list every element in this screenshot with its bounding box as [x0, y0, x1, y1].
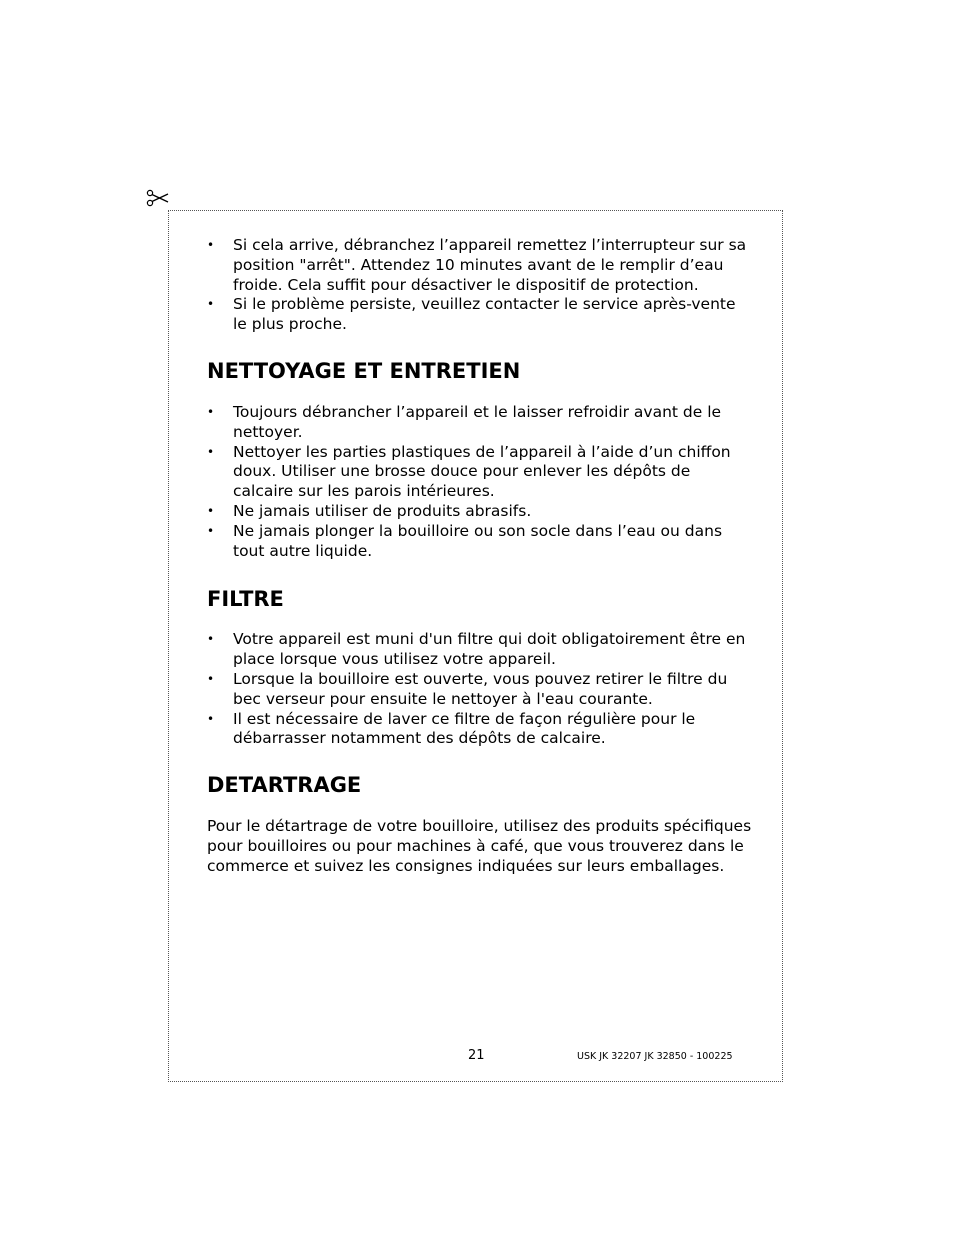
bullet-icon: • [207, 297, 215, 312]
list-item [207, 236, 752, 295]
list-item-text: Nettoyer les parties plastiques de l’appareil à l’aide d’un chiffon doux. Utiliser une brosse douce pour enlever les dépôts de calcaire sur les parois intérieures. [233, 442, 731, 501]
list-item-text: Il est nécessaire de laver ce filtre de façon régulière pour le débarrasser notamment des dépôts de calcaire. [233, 709, 696, 748]
list-item [207, 403, 752, 443]
list-item-text: Si le problème persiste, veuillez contacter le service après-vente le plus proche. [233, 295, 736, 334]
list-item [207, 630, 752, 670]
list-item [207, 502, 752, 522]
bullet-icon: • [207, 671, 215, 686]
page-number: 21 [468, 1048, 485, 1063]
bullet-icon: • [207, 711, 215, 726]
section-title-filtre: FILTRE [207, 587, 284, 612]
bullet-icon: • [207, 523, 215, 538]
list-item-text: Si cela arrive, débranchez l’appareil remettez l’interrupteur sur sa position "arrêt". Attendez 10 minutes avant de le remplir d’eau froide. Cela suffit pour désactiver le dispositif de protection. [233, 236, 747, 294]
section-title-nettoyage: NETTOYAGE ET ENTRETIEN [207, 358, 521, 383]
bullet-icon: • [207, 503, 215, 518]
page-content [207, 236, 752, 876]
list-item [207, 522, 752, 562]
list-item [207, 295, 752, 335]
list-item [207, 710, 752, 750]
list-item-text: Lorsque la bouilloire est ouverte, vous pouvez retirer le filtre du bec verseur pour ensuite le nettoyer à l'eau courante. [233, 669, 728, 708]
bullet-icon: • [207, 404, 215, 419]
bullet-icon: • [207, 632, 215, 647]
detartrage-paragraph: Pour le détartrage de votre bouilloire, utilisez des produits spécifiques pour bouilloires ou pour machines à café, que vous trouverez dans le commerce et suivez les consignes indiquées sur leurs emballages. [207, 817, 752, 876]
intro-bullet-list [207, 236, 752, 335]
nettoyage-bullet-list [207, 403, 752, 561]
bullet-icon: • [207, 238, 215, 252]
list-item-text: Votre appareil est muni d'un filtre qui doit obligatoirement être en place lorsque vous utilisez votre appareil. [233, 630, 746, 669]
list-item [207, 443, 752, 502]
section-title-detartrage: DETARTRAGE [207, 773, 362, 798]
list-item-text: Ne jamais plonger la bouilloire ou son socle dans l’eau ou dans tout autre liquide. [233, 521, 723, 560]
bullet-icon: • [207, 444, 215, 459]
scissors-icon [146, 188, 170, 208]
document-reference: USK JK 32207 JK 32850 - 100225 [577, 1051, 733, 1062]
filtre-bullet-list [207, 630, 752, 749]
list-item [207, 670, 752, 710]
list-item-text: Ne jamais utiliser de produits abrasifs. [233, 501, 532, 520]
list-item-text: Toujours débrancher l’appareil et le laisser refroidir avant de le nettoyer. [233, 402, 722, 441]
